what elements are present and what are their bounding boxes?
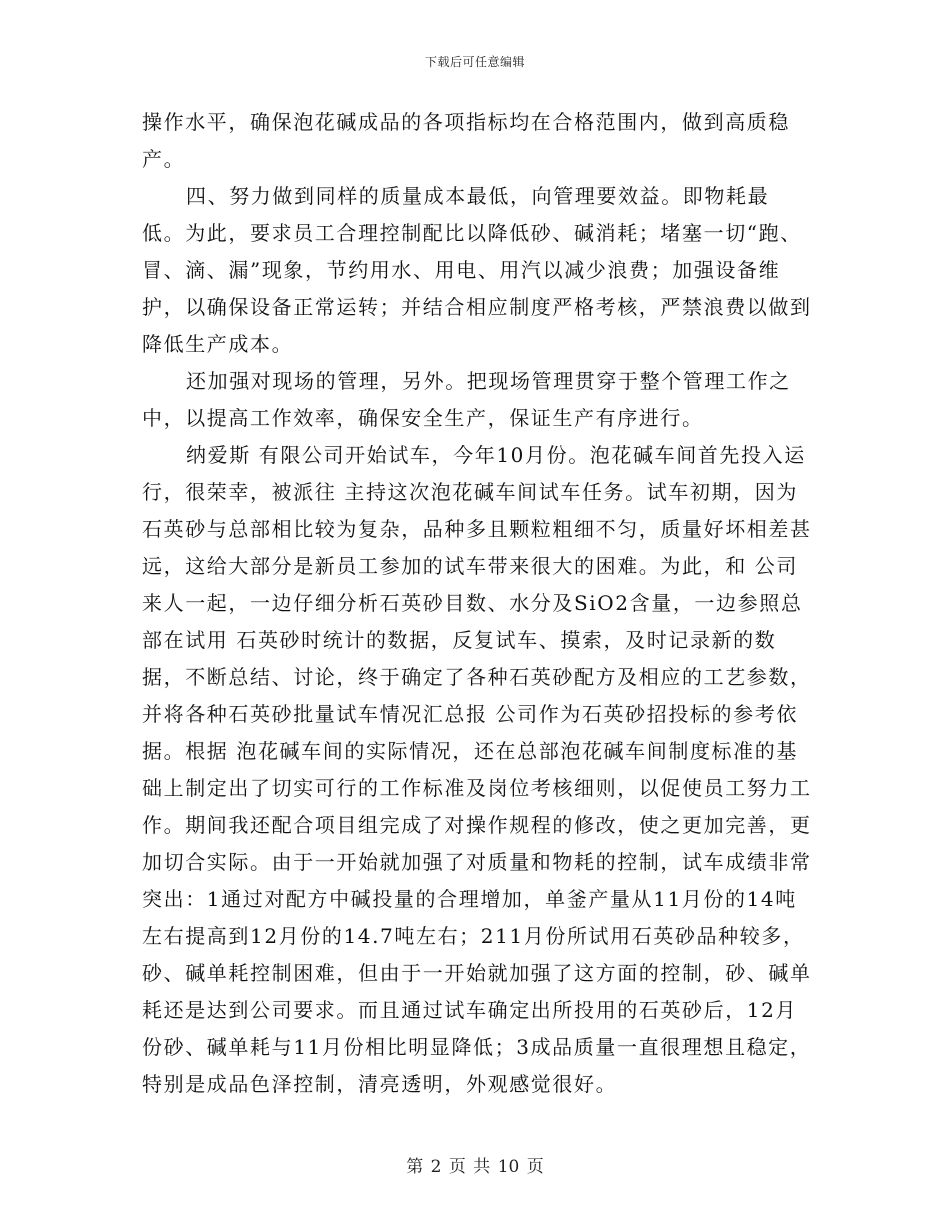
footer-suffix: 页 [526, 1157, 544, 1177]
document-body [142, 104, 812, 1103]
paragraph-site-management: 还加强对现场的管理，另外。把现场管理贯穿于整个管理工作之中，以提高工作效率，确保安全生产，保证生产有序进行。 [142, 369, 791, 430]
footer-current-page: 2 [430, 1157, 442, 1177]
paragraph-cost-control: 四、努力做到同样的质量成本最低，向管理要效益。即物耗最低。为此，要求员工合理控制配比以降低砂、碱消耗；堵塞一切“跑、冒、滴、漏”现象，节约用水、用电、用汽以减少浪费；加强设备维护，以确保设备正常运转；并结合相应制度严格考核，严禁浪费以做到降低生产成本。 [142, 184, 812, 356]
paragraph-trial-run: 纳爱斯 有限公司开始试车，今年10月份。泡花碱车间首先投入运行，很荣幸，被派往 主持这次泡花碱车间试车任务。试车初期，因为 石英砂与总部相比较为复杂，品种多且颗粒粗细不匀，质量好坏相差甚远，这给大部分是新员工参加的试车带来很大的困难。为此，和 公司来人一起，一边仔细分析石英砂目数、水分及SiO2含量，一边参照总部在试用 石英砂时统计的数据，反复试车、摸索，及时记录新的数据，不断总结、讨论，终于确定了各种石英砂配方及相应的工艺参数，并将各种石英砂批量试车情况汇总报 公司作为石英砂招投标的参考依据。根据 泡花碱车间的实际情况，还在总部泡花碱车间制度标准的基础上制定出了切实可行的工作标准及岗位考核细则，以促使员工努力工作。期间我还配合项目组完成了对操作规程的修改，使之更加完善，更加切合实际。由于一开始就加强了对质量和物耗的控制，试车成绩非常突出：1通过对配方中碱投量的合理增加，单釜产量从11月份的14吨左右提高到12月份的14.7吨左右；211月份所试用石英砂品种较多，砂、碱单耗控制困难，但由于一开始就加强了这方面的控制，砂、碱单耗还是达到公司要求。而且通过试车确定出所投用的石英砂后，12月份砂、碱单耗与11月份相比明显降低；3成品质量一直很理想且稳定，特别是成品色泽控制，清亮透明，外观感觉很好。 [142, 443, 812, 1096]
page-footer [0, 1152, 950, 1177]
footer-prefix: 第 [406, 1157, 424, 1177]
page-header: 下载后可任意编辑 [424, 55, 525, 69]
footer-middle: 页 共 [448, 1157, 491, 1177]
paragraph-continuation: 操作水平，确保泡花碱成品的各项指标均在合格范围内，做到高质稳产。 [142, 110, 790, 171]
footer-total-pages: 10 [497, 1157, 520, 1177]
